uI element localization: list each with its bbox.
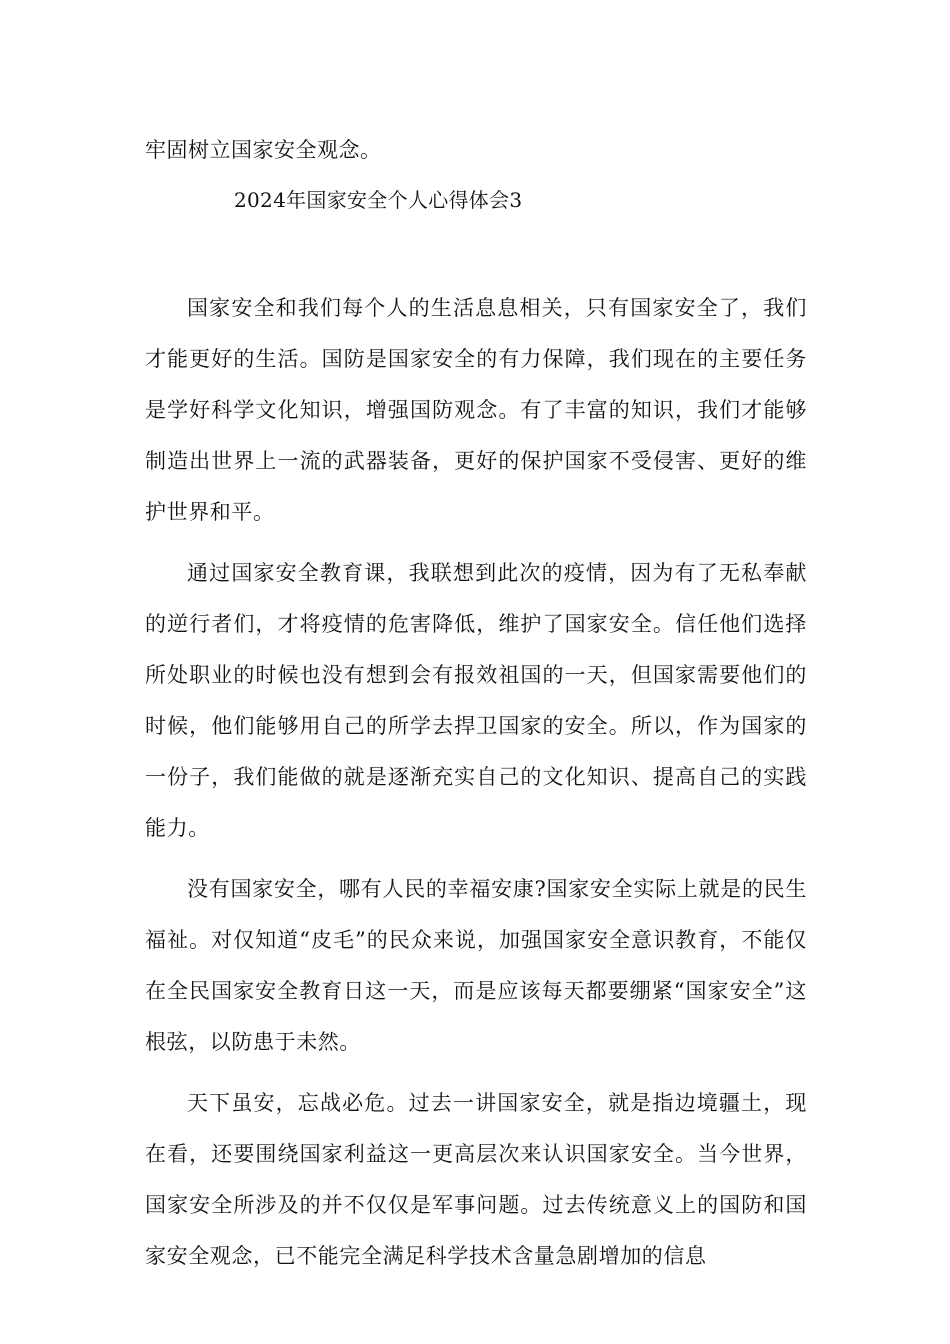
document-title: 2024年国家安全个人心得体会3 <box>234 188 523 212</box>
paragraph-3: 没有国家安全，哪有人民的幸福安康?国家安全实际上就是的民生福祉。对仅知道“皮毛”的民众来说，加强国家安全意识教育，不能仅在全民国家安全教育日这一天，而是应该每天都要绷紧“国家安全”这根弦，以防患于未然。 <box>145 877 807 1054</box>
continuation-line: 牢固树立国家安全观念。 <box>145 138 382 162</box>
paragraph-4: 天下虽安，忘战必危。过去一讲国家安全，就是指边境疆土，现在看，还要围绕国家利益这一更高层次来认识国家安全。当今世界，国家安全所涉及的并不仅仅是军事问题。过去传统意义上的国防和国家安全观念，已不能完全满足科学技术含量急剧增加的信息 <box>145 1091 807 1268</box>
document-body <box>145 283 807 1292</box>
paragraph-1: 国家安全和我们每个人的生活息息相关，只有国家安全了，我们才能更好的生活。国防是国家安全的有力保障，我们现在的主要任务是学好科学文化知识，增强国防观念。有了丰富的知识，我们才能够制造出世界上一流的武器装备，更好的保护国家不受侵害、更好的维护世界和平。 <box>145 296 807 524</box>
paragraph-2: 通过国家安全教育课，我联想到此次的疫情，因为有了无私奉献的逆行者们，才将疫情的危害降低，维护了国家安全。信任他们选择所处职业的时候也没有想到会有报效祖国的一天，但国家需要他们的时候，他们能够用自己的所学去捍卫国家的安全。所以，作为国家的一份子，我们能做的就是逐渐充实自己的文化知识、提高自己的实践能力。 <box>145 561 807 840</box>
